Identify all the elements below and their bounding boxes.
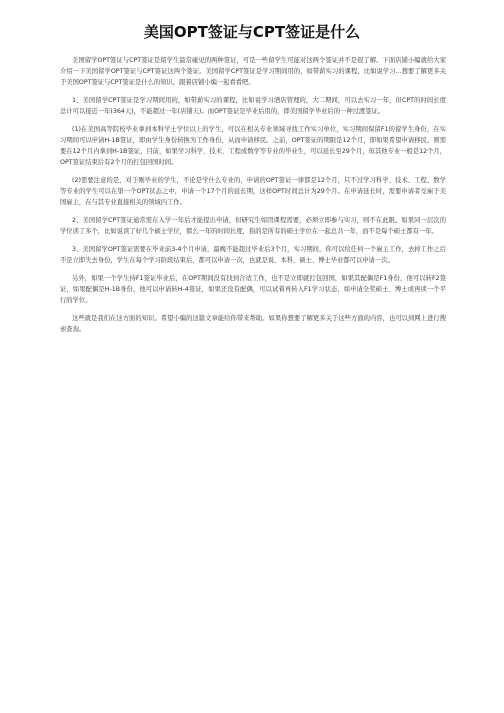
document-title: 美国OPT签证与CPT签证是什么	[143, 23, 361, 41]
paragraph-other: 另外，如果一个学生持F1签证毕业后，在OPT期间没有找到合适工作，也不是立即就打包回国，如果其配偶是F1身份，他可以转F2签证，如果配偶是H-1B身份，他可以申请转H-4签证，如果还没有配偶，可以试着再转入F1学习状态，如申请全奖硕士、博士或再读一个平行的学位。	[60, 275, 446, 304]
paragraph-1-sub-2: (2)需要注意的是，对于刚毕业的学生，不论是学什么专业的，申请的OPT签证一律都是12个月，只不过学习科学、技术、工程、数学等专业的学生可以在第一个OPT状态之中，申请一个17个月的延长期，这样OPT时间总计为29个月。在申请延长时，需要申请者受雇于美国雇主，在与其专业直接相关的领域内工作。	[60, 177, 446, 206]
paragraph-1-sub-1: (1)在美国高等院校毕业拿到本科学士学位以上的学生，可以在相关专业领域寻找工作实习单位，实习期间保留F1的留学生身份，在实习期间可以申请H-1B签证，即由学生身份转换为工作身份，从而申请移民。之前，OPT签证的期限是12个月，即如果希望申请移民，则需要在12个月内拿到H-1B签证，目前，如果学习科学、技术、工程或数学等专业的毕业生，可以延长至29个月，但其他专业一般是12个月，OPT签证结束后有2个月的打包回国时间。	[60, 126, 446, 166]
paragraph-conclusion: 这些就是我们在这方面的知识。希望小编的这篇文章能给你带来帮助。如果你想要了解更多关于这些方面的内容，也可以到网上进行搜索查询。	[60, 315, 446, 333]
document-body	[60, 55, 446, 342]
paragraph-intro: 美国留学OPT签证与CPT签证是留学生最常碰见的两种签证，可是一些留学生可能对这两个签证并不是很了解。下面店铺小编就给大家介绍一下美国留学OPT签证与CPT签证这两个签证。美国留学CPT签证是学习期间用的，如带薪实习的课程，比如说学习...想要了解更多关于美国OPT签证与CPT签证是什么的知识，跟着店铺小编一起看看吧。	[60, 57, 446, 86]
paragraph-1: 1、美国留学CPT签证是学习期间用的，如带薪实习的课程，比如说学习酒店管理的，大二期间，可以去实习一年，但CPT的时间长度总计可以接近一年(364天)，不能超过一年(店铺天)。而OPT签证是毕业后用的，即美国留学毕业后的一种过渡签证。	[60, 97, 446, 115]
paragraph-3: 3、美国留学OPT签证需要在毕业前3-4个月申请，最晚不能超过毕业后3个月，实习期间，你可以给任何一个雇主工作，去掉工作之后不是立即失去身份，学生在每个学习阶段结束后，都可以申请一次，也就是说，本科、硕士、博士毕业都可以申请一次。	[60, 246, 446, 264]
paragraph-2: 2、美国留学CPT签证通常需在入学一年后才能提出申请，但研究生如因课程需要，必须立即参与实习，则不在此限。如果同一层次的学位读了多个，比如说读了好几个硕士学位，那么一年的时间长度，指的是所有的硕士学位在一起总共一年，而不是每个硕士都有一年。	[60, 217, 446, 235]
